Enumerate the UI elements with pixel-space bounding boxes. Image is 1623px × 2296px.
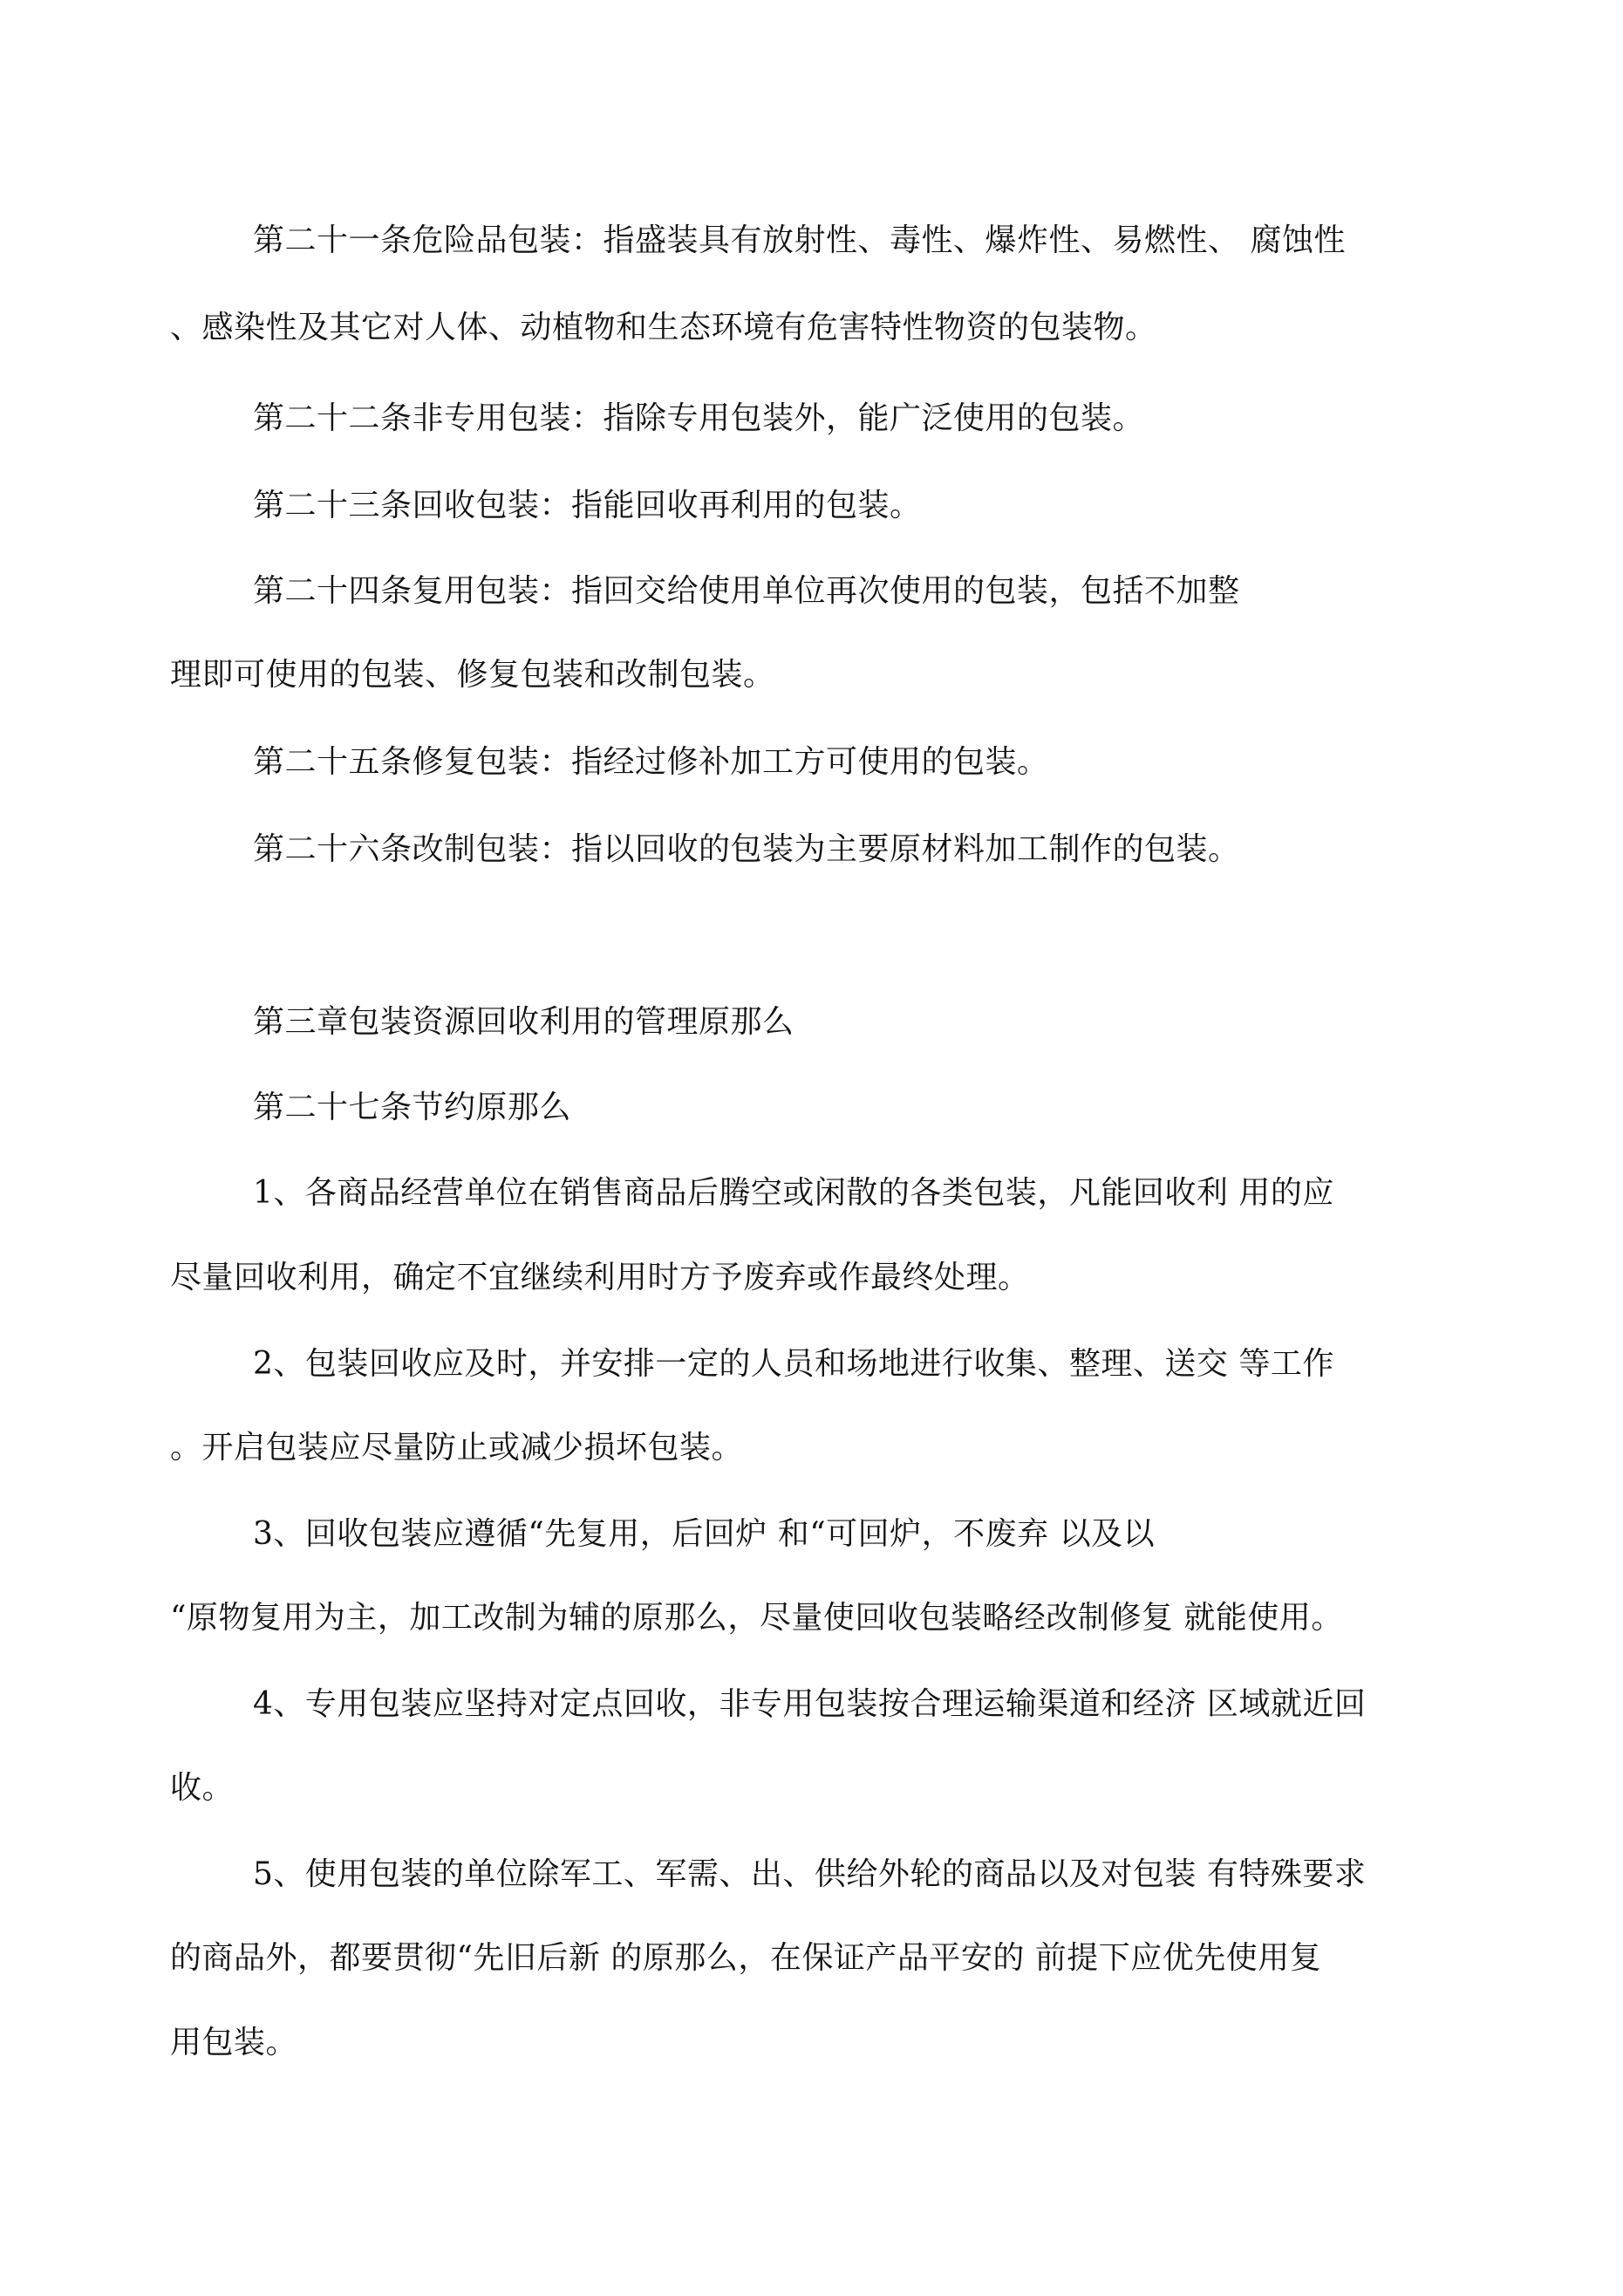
paragraph-line: 尽量回收利用，确定不宜继续利用时方予废弃或作最终处理。 <box>170 1260 1030 1295</box>
paragraph-line: 5、使用包装的单位除军工、军需、出、供给外轮的商品以及对包装 有特殊要求 <box>253 1856 1367 1892</box>
article-heading: 第二十七条节约原那么 <box>253 1090 572 1125</box>
paragraph-line: 4、专用包装应坚持对定点回收，非专用包装按合理运输渠道和经济 区域就近回 <box>253 1686 1367 1722</box>
paragraph-line: 理即可使用的包装、修复包装和改制包装。 <box>170 657 775 693</box>
paragraph-line: 第二十一条危险品包装：指盛装具有放射性、毒性、爆炸性、易燃性、 腐蚀性 <box>253 222 1346 258</box>
paragraph-line: 第二十四条复用包装：指回交给使用单位再次使用的包装，包括不加整 <box>253 573 1240 609</box>
paragraph-line: 、感染性及其它对人体、动植物和生态环境有危害特性物资的包装物。 <box>170 310 1157 345</box>
paragraph-line: 2、包装回收应及时，并安排一定的人员和场地进行收集、整理、送交 等工作 <box>253 1346 1334 1382</box>
paragraph-line: “原物复用为主，加工改制为辅的原那么，尽量使回收包装略经改制修复 就能使用。 <box>170 1600 1343 1636</box>
paragraph-line: 第二十二条非专用包装：指除专用包装外，能广泛使用的包装。 <box>253 400 1145 436</box>
paragraph-line: 第二十三条回收包装：指能回收再利用的包装。 <box>253 488 922 523</box>
paragraph-line: 的商品外，都要贯彻“先旧后新 的原那么，在保证产品平安的 前提下应优先使用复 <box>170 1940 1322 1976</box>
paragraph-line: 1、各商品经营单位在销售商品后腾空或闲散的各类包装，凡能回收利 用的应 <box>253 1175 1334 1211</box>
paragraph-line: 。开启包装应尽量防止或减少损坏包装。 <box>170 1430 744 1466</box>
paragraph-line: 3、回收包装应遵循“先复用，后回炉 和“可回炉，不废弃 以及以 <box>253 1516 1156 1552</box>
chapter-heading: 第三章包装资源回收利用的管理原那么 <box>253 1004 794 1040</box>
paragraph-line: 收。 <box>170 1770 235 1806</box>
paragraph-line: 用包装。 <box>170 2025 298 2060</box>
paragraph-line: 第二十五条修复包装：指经过修补加工方可使用的包装。 <box>253 744 1049 780</box>
paragraph-line: 第二十六条改制包装：指以回收的包装为主要原材料加工制作的包装。 <box>253 831 1240 867</box>
